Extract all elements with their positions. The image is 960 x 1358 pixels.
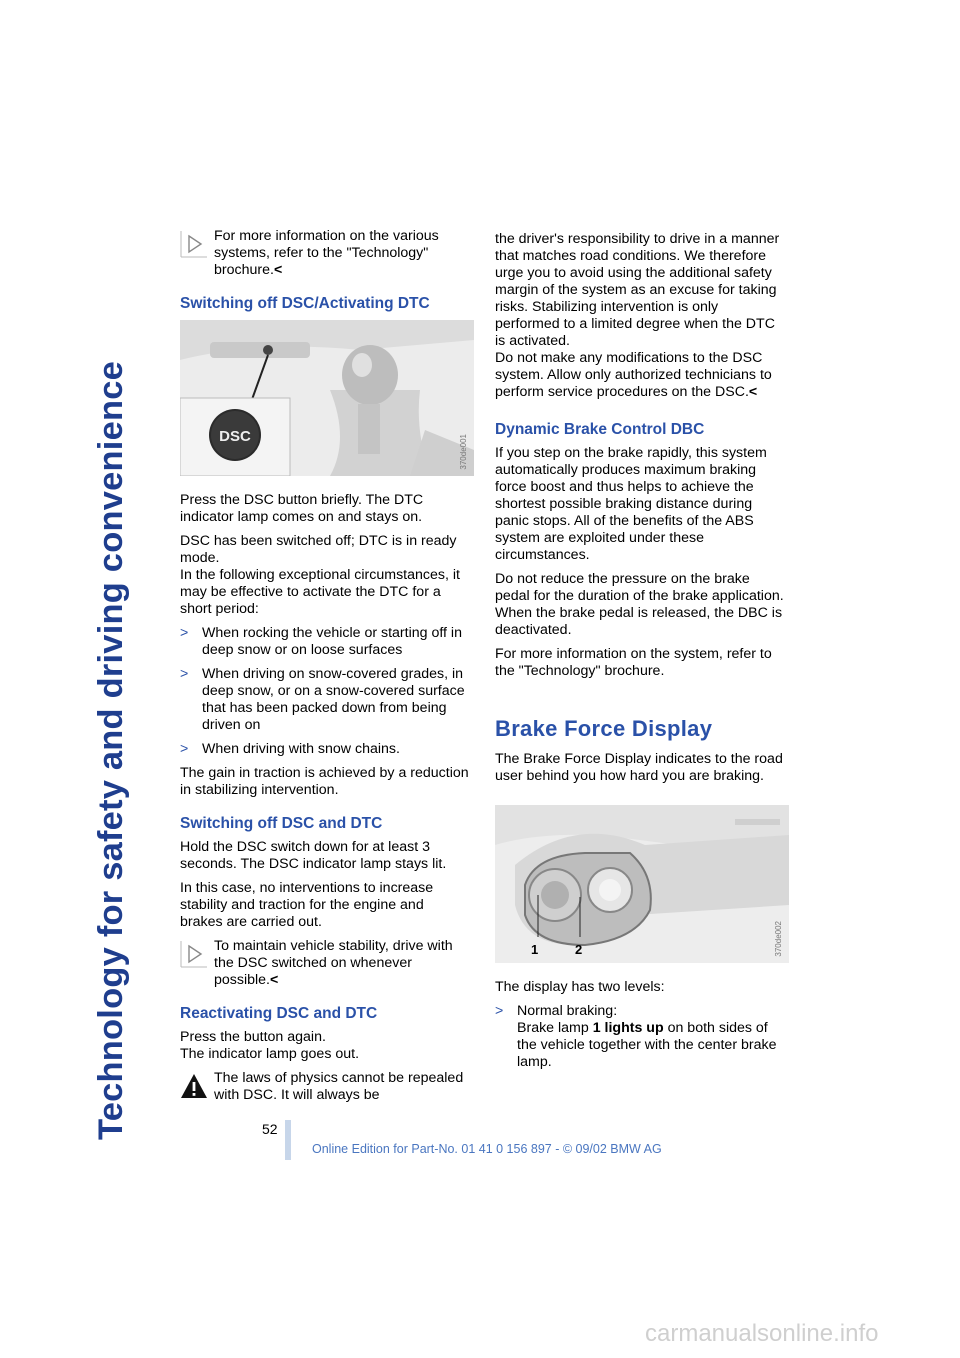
warning-laws-of-physics — [180, 1070, 470, 1104]
note-text: For more information on the various systems, refer to the "Technology" brochure. — [214, 228, 439, 278]
paragraph: If you step on the brake rapidly, this system automatically produces maximum braking force boost and thus helps to achieve the shortest possible braking distance during panic stops. All of the benefits of the ABS system are exploited under these circumstances. — [495, 445, 767, 563]
paragraph: In this case, no interventions to increase stability and traction for the engine and brakes are carried out. — [180, 880, 434, 930]
dsc-button-label: DSC — [219, 428, 251, 445]
paragraph: DSC has been switched off; DTC is in ready mode. In the following exceptional circumstances, it may be effective to activate the DTC for a short period: — [180, 533, 460, 617]
paragraph: Press the DSC button briefly. The DTC indicator lamp comes on and stays on. — [180, 492, 424, 525]
list-item: > When driving on snow-covered grades, in deep snow, or on a snow-covered surface that has been packed down from being driven on — [180, 666, 465, 733]
dsc-button-figure — [180, 320, 474, 476]
callout-1: 1 — [531, 942, 539, 957]
callout-2: 2 — [575, 942, 583, 957]
list-item: > When driving with snow chains. — [180, 741, 400, 757]
paragraph: Press the button again. The indicator lamp goes out. — [180, 1029, 360, 1062]
list-item: > When rocking the vehicle or starting off in deep snow or on loose surfaces — [180, 625, 462, 658]
heading-brake-force-display: Brake Force Display — [495, 716, 713, 741]
paragraph: Do not reduce the pressure on the brake pedal for the duration of the brake application. When the brake pedal is released, the DBC is deactivated. — [495, 571, 784, 638]
end-mark: < — [270, 972, 279, 988]
brake-lamp-figure — [495, 805, 789, 963]
end-mark: < — [748, 384, 758, 400]
list-item: > Normal braking: Brake lamp 1 lights up on both sides of the vehicle together with the center brake lamp. — [495, 1003, 777, 1070]
footer-text: Online Edition for Part-No. 01 41 0 156 897 - © 09/02 BMW AG — [312, 1142, 662, 1156]
paragraph: The Brake Force Display indicates to the road user behind you how hard you are braking. — [495, 751, 783, 784]
note-arrow-icon — [180, 940, 208, 968]
left-column — [180, 228, 470, 1111]
end-mark: < — [273, 262, 283, 278]
side-chapter-title: Technology for safety and driving convenience — [92, 360, 130, 1140]
right-column — [495, 231, 785, 1078]
warning-text: The laws of physics cannot be repealed with DSC. It will always be — [214, 1070, 464, 1103]
figure-code: 370de002 — [774, 921, 783, 957]
note-text: To maintain vehicle stability, drive with the DSC switched on whenever possible. — [214, 938, 453, 988]
warning-triangle-icon — [180, 1072, 208, 1100]
heading-switching-off-dsc-activating-dtc: Switching off DSC/Activating DTC — [180, 295, 430, 312]
tail-light-illustration — [495, 805, 789, 963]
heading-reactivating-dsc-and-dtc: Reactivating DSC and DTC — [180, 1005, 378, 1022]
paragraph: Do not make any modifications to the DSC system. Allow only authorized technicians to perform service procedures on the DSC.< — [495, 350, 772, 400]
note-vehicle-stability — [180, 938, 470, 989]
watermark: carmanualsonline.info — [645, 1320, 879, 1347]
paragraph: The display has two levels: — [495, 979, 665, 995]
note-arrow-icon — [180, 230, 208, 258]
paragraph: Hold the DSC switch down for at least 3 seconds. The DSC indicator lamp stays lit. — [180, 839, 447, 872]
paragraph: The gain in traction is achieved by a reduction in stabilizing intervention. — [180, 765, 469, 798]
heading-switching-off-dsc-and-dtc: Switching off DSC and DTC — [180, 815, 383, 832]
gear-shift-console-illustration — [180, 320, 474, 476]
note-technology-brochure — [180, 228, 470, 279]
paragraph: For more information on the system, refer to the "Technology" brochure. — [495, 646, 772, 679]
page-number: 52 — [262, 1121, 278, 1137]
paragraph: the driver's responsibility to drive in a manner that matches road conditions. We therefore urge you to avoid using the additional safety margin of the system as an excuse for taking risks. Stabilizing intervention is only performed to a limited degree when the DTC is activated. — [495, 231, 780, 349]
heading-dynamic-brake-control: Dynamic Brake Control DBC — [495, 421, 705, 438]
figure-code: 370de001 — [459, 434, 468, 470]
footer-bar — [285, 1120, 291, 1160]
